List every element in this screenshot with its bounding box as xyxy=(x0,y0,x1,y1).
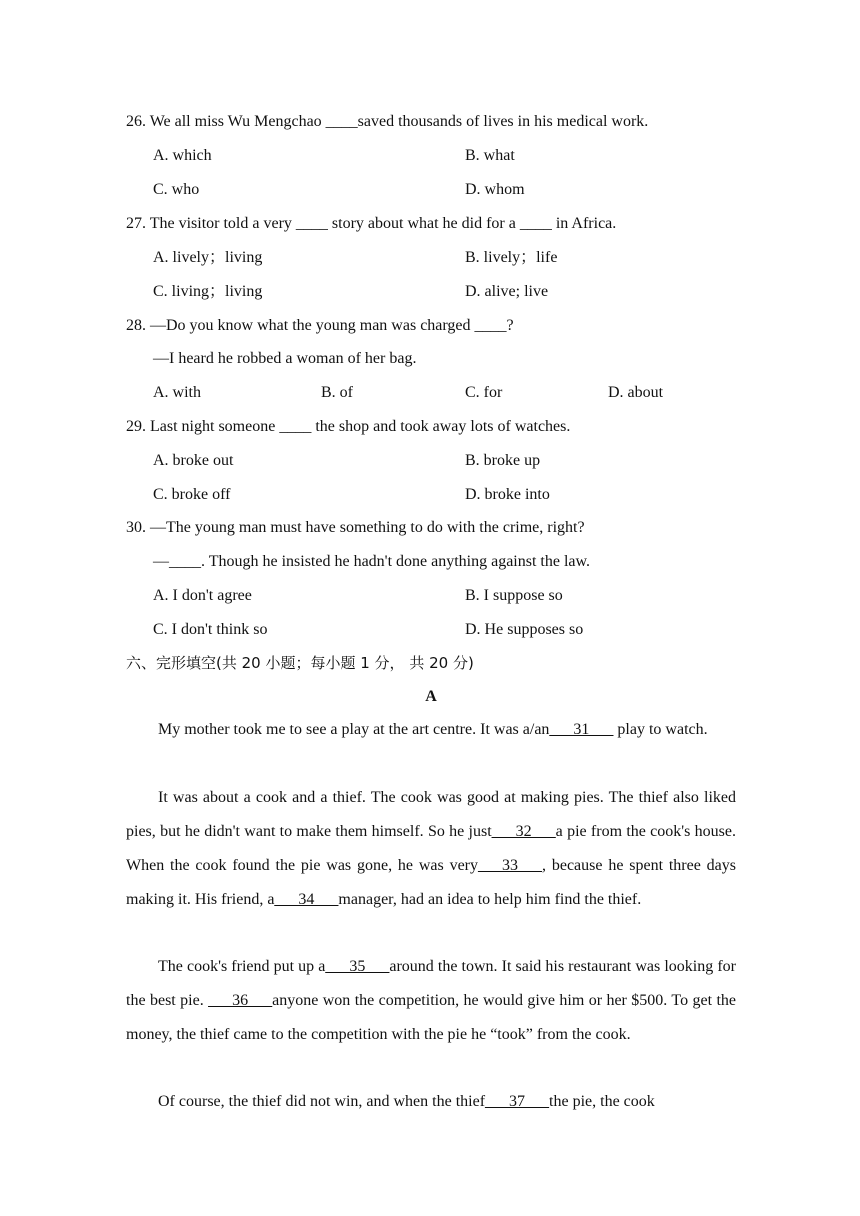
question-26-option-d: D. whom xyxy=(465,181,525,198)
passage-text: a pie from the cook's house. When the cook found the pie was gone, he was very xyxy=(126,822,736,874)
question-28-option-d: D. about xyxy=(608,384,664,401)
passage-text: Of course, the thief did not win, and when the thief xyxy=(158,1093,486,1110)
passage-text: It was about a cook and a thief. The cook was good at making pies. The thief also liked pies, but he didn't want to make them himself. So he just xyxy=(126,789,736,840)
passage-paragraph-4 xyxy=(126,1085,736,1119)
question-27-option-b: B. lively；life xyxy=(465,249,558,266)
blank-32: ___32___ xyxy=(491,822,556,840)
passage-paragraph-1 xyxy=(126,713,736,747)
blank-35: ___35___ xyxy=(325,958,390,975)
passage-paragraph-3 xyxy=(126,950,736,1052)
passage-text: the pie, the cook xyxy=(549,1093,655,1110)
passage-text: manager, had an idea to help him find the thief. xyxy=(338,890,642,908)
passage-text: , because he spent three days making it. His friend, a xyxy=(126,856,737,908)
question-26-option-b: B. what xyxy=(465,147,515,164)
question-28-stem: 28. —Do you know what the young man was charged ____? xyxy=(126,317,514,334)
question-29-option-b: B. broke up xyxy=(465,452,541,469)
section-title: 六、完形填空(共 20 小题；每小题 1 分， 共 20 分) xyxy=(126,654,474,672)
blank-37: ___37___ xyxy=(485,1093,550,1110)
passage-text: around the town. It said his restaurant was looking for the best pie. xyxy=(126,958,736,1009)
question-29-option-d: D. broke into xyxy=(465,486,550,503)
question-27-stem: 27. The visitor told a very ____ story about what he did for a ____ in Africa. xyxy=(126,215,617,232)
question-29-option-a: A. broke out xyxy=(153,452,234,469)
question-29-option-c: C. broke off xyxy=(153,486,231,503)
question-26-option-c: C. who xyxy=(153,181,200,198)
passage-text: The cook's friend put up a xyxy=(158,958,326,975)
question-28-stem-reply: —I heard he robbed a woman of her bag. xyxy=(153,350,417,367)
question-27-option-d: D. alive; live xyxy=(465,283,549,300)
question-30-stem-reply: —____. Though he insisted he hadn't done anything against the law. xyxy=(153,553,591,570)
question-29-stem: 29. Last night someone ____ the shop and took away lots of watches. xyxy=(126,418,571,435)
blank-33: ___33___ xyxy=(478,856,543,874)
question-30-stem: 30. —The young man must have something to do with the crime, right? xyxy=(126,519,585,536)
blank-36: ___36___ xyxy=(208,991,273,1009)
question-30-option-a: A. I don't agree xyxy=(153,587,252,604)
question-27-option-c: C. living；living xyxy=(153,283,263,300)
question-30-option-b: B. I suppose so xyxy=(465,587,563,604)
question-28-option-c: C. for xyxy=(465,384,503,401)
passage-paragraph-2 xyxy=(126,781,736,917)
question-28-option-b: B. of xyxy=(321,384,353,401)
question-26-option-a: A. which xyxy=(153,147,212,164)
question-28-option-a: A. with xyxy=(153,384,201,401)
passage-text: play to watch. xyxy=(613,721,708,738)
blank-31: ___31___ xyxy=(549,721,614,738)
question-27-option-a: A. lively；living xyxy=(153,249,263,266)
question-30-option-c: C. I don't think so xyxy=(153,621,268,638)
blank-34: ___34___ xyxy=(274,890,339,908)
passage-text: anyone won the competition, he would give him or her $500. To get the money, the thief came to the competition with the pie he “took” from the cook. xyxy=(126,991,736,1043)
question-30-option-d: D. He supposes so xyxy=(465,621,584,638)
passage-text: My mother took me to see a play at the art centre. It was a/an xyxy=(158,721,550,738)
question-26-stem: 26. We all miss Wu Mengchao ____saved thousands of lives in his medical work. xyxy=(126,113,649,130)
passage-label: A xyxy=(425,688,437,705)
